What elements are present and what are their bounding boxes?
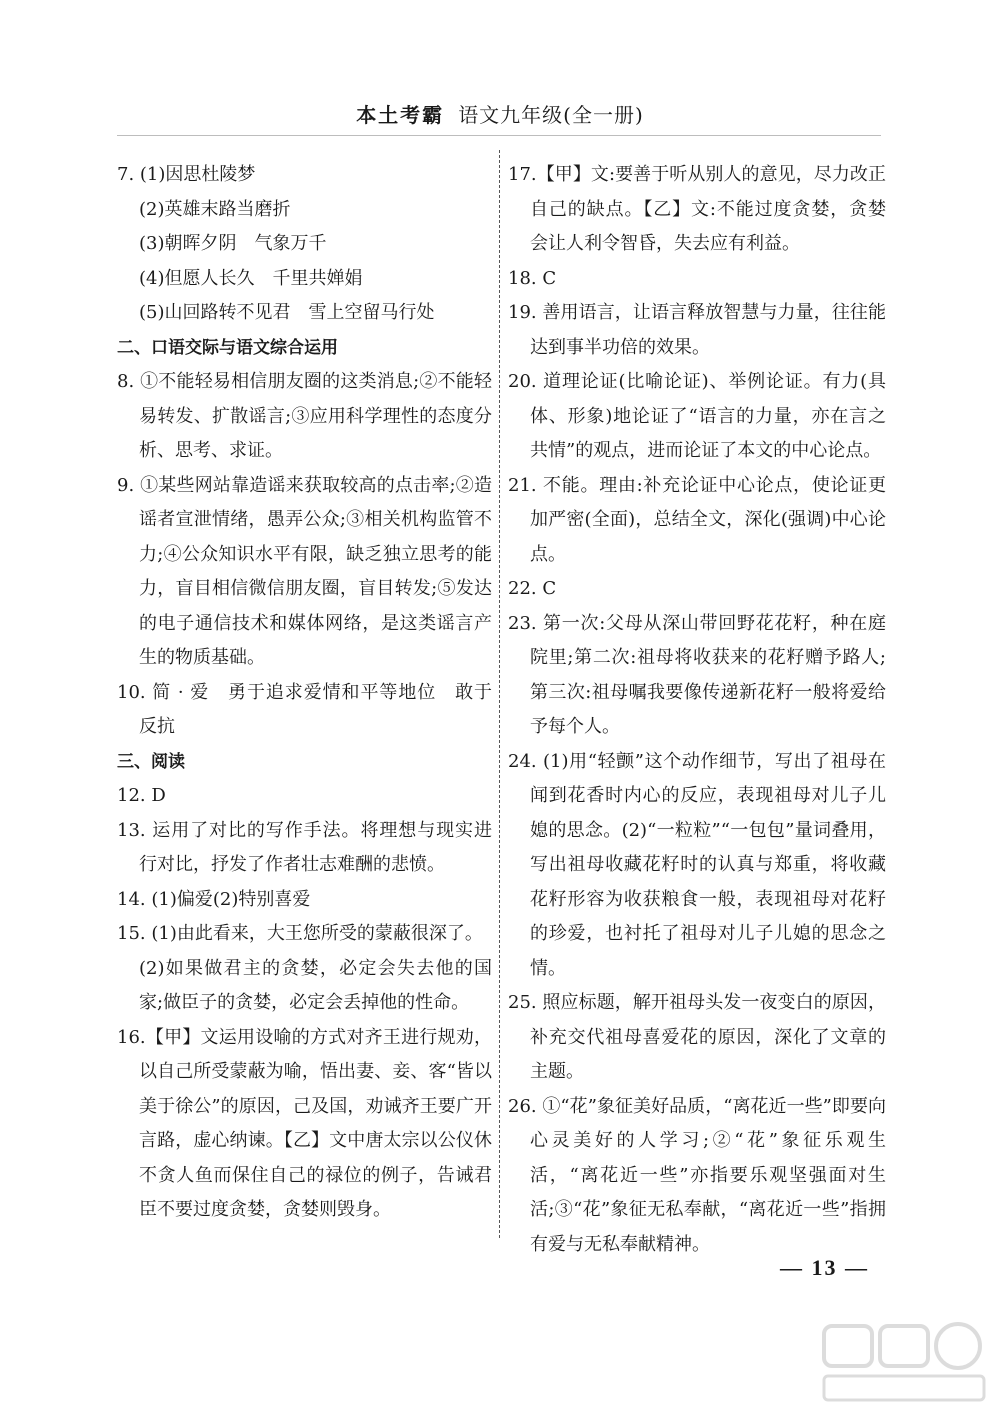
page-header [0, 100, 1000, 130]
column-divider [499, 150, 500, 1238]
section-heading: 二、口语交际与语文综合运用 [117, 337, 338, 358]
answer-item: 7. (1)因思杜陵梦 [117, 164, 256, 185]
answer-item: 15. (1)由此看来，大王您所受的蒙蔽很深了。 [117, 923, 483, 944]
answer-item: 21. 不能。理由:补充论证中心论点，使论证更加严密(全面)，总结全文，深化(强调)中心论点。 [508, 474, 886, 565]
answer-item: 26. ①“花”象征美好品质，“离花近一些”即要向心灵美好的人学习;②“花”象征乐观生活，“离花近一些”亦指要乐观坚强面对生活;③“花”象征无私奉献，“离花近一些”指拥有爱与无私奉献精神。 [508, 1095, 886, 1255]
answer-item: 23. 第一次:父母从深山带回野花花籽，种在庭院里;第二次:祖母将收获来的花籽赠予路人;第三次:祖母嘱我要像传递新花籽一般将爱给予每个人。 [508, 612, 886, 737]
answer-item: 18. C [508, 267, 557, 289]
answer-item: (5)山回路转不见君 雪上空留马行处 [139, 302, 435, 323]
section-heading: 三、阅读 [117, 751, 185, 772]
book-subject: 语文九年级(全一册) [458, 103, 644, 127]
answer-item: 25. 照应标题，解开祖母头发一夜变白的原因，补充交代祖母喜爱花的原因，深化了文章的主题。 [508, 992, 886, 1082]
book-brand: 本土考霸 [356, 103, 445, 127]
answer-item: (4)但愿人长久 千里共婵娟 [139, 267, 363, 289]
answer-item: 14. (1)偏爱(2)特别喜爱 [117, 888, 311, 910]
answer-item: (2)英雄末路当磨折 [139, 198, 291, 220]
answer-item: 17.【甲】文:要善于听从别人的意见，尽力改正自己的缺点。【乙】文:不能过度贪婪，贪婪会让人利令智昏，失去应有利益。 [508, 164, 886, 254]
watermark-logo [820, 1320, 990, 1405]
answer-item: 22. C [508, 578, 557, 599]
right-column [508, 158, 886, 1262]
answer-item: 19. 善用语言，让语言释放智慧与力量，往往能达到事半功倍的效果。 [508, 302, 886, 358]
answer-item: 16.【甲】文运用设喻的方式对齐王进行规劝，以自己所受蒙蔽为喻，悟出妻、妾、客“皆以美于徐公”的原因，己及国，劝诫齐王要广开言路，虚心纳谏。【乙】文中唐太宗以公仪休不贪人鱼而保住自己的禄位的例子，告诫君臣不要过度贪婪，贪婪则毁身。 [117, 1026, 492, 1220]
answer-item: 9. ①某些网站靠造谣来获取较高的点击率;②造谣者宣泄情绪，愚弄公众;③相关机构监管不力;④公众知识水平有限，缺乏独立思考的能力，盲目相信微信朋友圈，盲目转发;⑤发达的电子通信技术和媒体网络，是这类谣言产生的物质基础。 [117, 474, 492, 668]
page-number: — 13 — [780, 1255, 869, 1280]
answer-item: 20. 道理论证(比喻论证)、举例论证。有力(具体、形象)地论证了“语言的力量，亦在言之共情”的观点，进而论证了本文的中心论点。 [508, 371, 886, 461]
answer-item: 8. ①不能轻易相信朋友圈的这类消息;②不能轻易转发、扩散谣言;③应用科学理性的态度分析、思考、求证。 [117, 371, 492, 461]
answer-item: (3)朝晖夕阴 气象万千 [139, 233, 327, 254]
answer-item: 10. 简 · 爱 勇于追求爱情和平等地位 敢于反抗 [117, 681, 492, 737]
header-rule [117, 135, 881, 136]
answer-item: (2)如果做君主的贪婪，必定会失去他的国家;做臣子的贪婪，必定会丢掉他的性命。 [139, 957, 492, 1013]
left-column [117, 158, 492, 1228]
answer-item: 24. (1)用“轻颤”这个动作细节，写出了祖母在闻到花香时内心的反应，表现祖母对儿子儿媳的思念。(2)“一粒粒”“一包包”量词叠用，写出祖母收藏花籽时的认真与郑重，将收藏花籽形容为收获粮食一般，表现祖母对花籽的珍爱，也衬托了祖母对儿子儿媳的思念之情。 [508, 750, 886, 979]
answer-item: 12. D [117, 785, 166, 806]
answer-item: 13. 运用了对比的写作手法。将理想与现实进行对比，抒发了作者壮志难酬的悲愤。 [117, 819, 492, 875]
